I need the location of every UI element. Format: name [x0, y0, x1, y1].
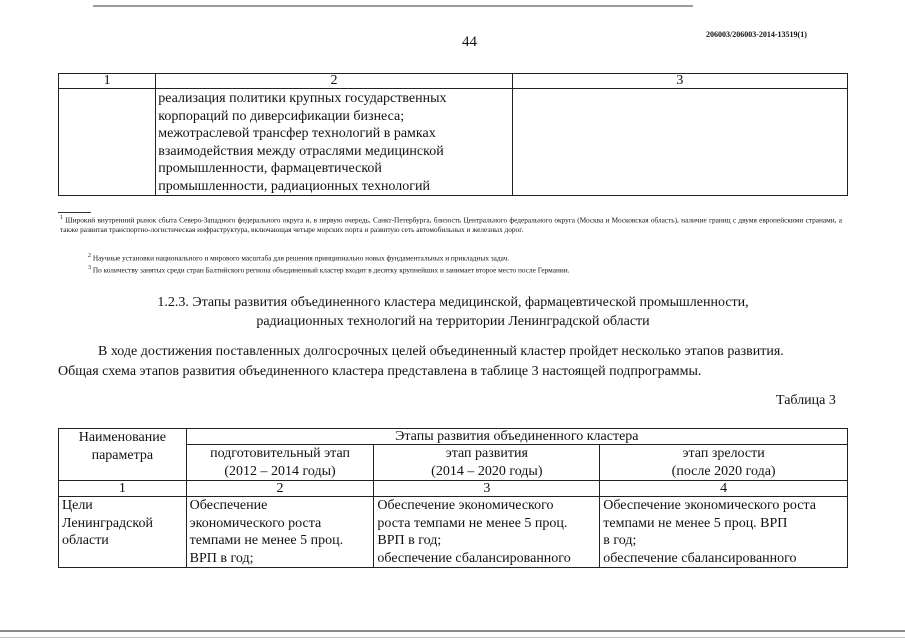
document-code: 206003/206003-2014-13519(1) [706, 30, 807, 39]
footnote-text: Широкий внутренний рынок сбыта Северо-Западного федерального округа и, в первую очередь, Санкт-Петербурга, близость Центрального федерального округа (Москва и Московская область), наличие границ с двумя европейскими странами, а также развитая транспортно-логистическая инфраструктура, включающая четыре морских порта и развитую сеть автомобильных и железных дорог. [60, 215, 842, 234]
footnote-text: Научные установки национального и мирового масштаба для решения принципиально новых фундаментальных и прикладных задач. [92, 253, 510, 263]
stage-period: (2012 – 2014 годы) [224, 463, 336, 479]
cell-line: Обеспечение [189, 498, 268, 513]
footnote-text: По количеству занятых среди стран Балтийского региона объединенный кластер входит в десятку крупнейших и занимает второе место после Германии. [92, 265, 570, 275]
cell-line: реализация политики крупных государственных [158, 91, 447, 106]
cell-line: межотраслевой трансфер технологий в рамках [158, 126, 436, 141]
stage-name: этап зрелости [682, 446, 765, 461]
param-cell [59, 497, 187, 568]
cell-line: ВРП в год; [189, 550, 254, 566]
development-stages-table [58, 428, 848, 568]
paragraph-line: Общая схема этапов развития объединенного кластера представлена в таблице 3 настоящей подпрограммы. [58, 364, 702, 379]
empty-cell [59, 89, 156, 196]
table-label: Таблица 3 [776, 393, 836, 408]
stage-name: этап развития [445, 446, 528, 461]
column-number-1: 1 [59, 74, 156, 89]
section-title-line: радиационных технологий на территории Ленинградской области [256, 314, 650, 329]
column-numbers-row [59, 481, 848, 497]
stage1-cell [186, 497, 374, 568]
stages-header-cell: Этапы развития объединенного кластера [186, 429, 847, 445]
section-title-line: 1.2.3. Этапы развития объединенного кластера медицинской, фармацевтической промышленности, [157, 295, 749, 310]
cell-line: взаимодействия между отраслями медицинской [158, 143, 444, 159]
stage-period: (после 2020 года) [671, 463, 776, 479]
cell-line: промышленности, радиационных технологий [158, 178, 430, 194]
cell-line: ВРП в год; [377, 533, 442, 548]
column-number-2: 2 [186, 481, 374, 497]
stage-header-cell [186, 445, 374, 481]
table-header-row [59, 429, 848, 445]
column-number-3: 3 [512, 74, 847, 89]
column-number-1: 1 [59, 481, 187, 497]
cell-line: области [62, 533, 109, 548]
cell-line: Обеспечение экономического роста [603, 498, 816, 513]
cell-line: роста темпами не менее 5 проц. [377, 515, 568, 531]
cell-line: корпораций по диверсификации бизнеса; [158, 108, 405, 124]
footnote-mark: 3 [88, 265, 91, 271]
footnote-3 [88, 264, 569, 275]
footnote-mark: 1 [60, 215, 63, 221]
empty-cell [512, 89, 847, 196]
stage-name: подготовительный этап [210, 446, 350, 461]
cell-line: Обеспечение экономического [377, 498, 554, 513]
cell-line: в год; [603, 533, 637, 548]
body-paragraph [58, 342, 848, 382]
stage-header-cell [600, 445, 848, 481]
footnote-1 [60, 214, 842, 234]
stage-header-cell [374, 445, 600, 481]
cell-line: экономического роста [189, 515, 322, 531]
column-number-3: 3 [374, 481, 600, 497]
footnote-mark: 2 [88, 253, 91, 259]
continued-table-header-row [59, 74, 848, 89]
header-line: Наименование [78, 430, 166, 445]
paragraph-line: В ходе достижения поставленных долгосрочных целей объединенный кластер пройдет несколько этапов развития. [98, 344, 784, 359]
continued-table [58, 73, 848, 196]
footnote-2 [88, 252, 509, 263]
cell-line: Цели [62, 498, 93, 513]
stage3-cell [600, 497, 848, 568]
bottom-scan-rule [0, 630, 905, 632]
cell-line: промышленности, фармацевтической [158, 161, 382, 176]
page-number: 44 [462, 34, 477, 50]
footnote-divider [58, 212, 91, 213]
cell-line: темпами не менее 5 проц. ВРП [603, 515, 788, 531]
cell-line: обеспечение сбалансированного [377, 550, 571, 566]
stage2-cell [374, 497, 600, 568]
column-number-4: 4 [600, 481, 848, 497]
continued-table-row [59, 89, 848, 196]
bottom-scan-rule [0, 637, 905, 638]
section-title [58, 293, 848, 331]
table-row [59, 497, 848, 568]
top-scan-rule [93, 5, 693, 7]
column-number-2: 2 [156, 74, 512, 89]
cell-line: обеспечение сбалансированного [603, 550, 797, 566]
stage-period: (2014 – 2020 годы) [431, 463, 543, 479]
cell-line: темпами не менее 5 проц. [189, 533, 344, 548]
param-header-cell [59, 429, 187, 481]
header-line: параметра [91, 447, 154, 463]
measures-cell [156, 89, 512, 196]
cell-line: Ленинградской [62, 515, 153, 531]
